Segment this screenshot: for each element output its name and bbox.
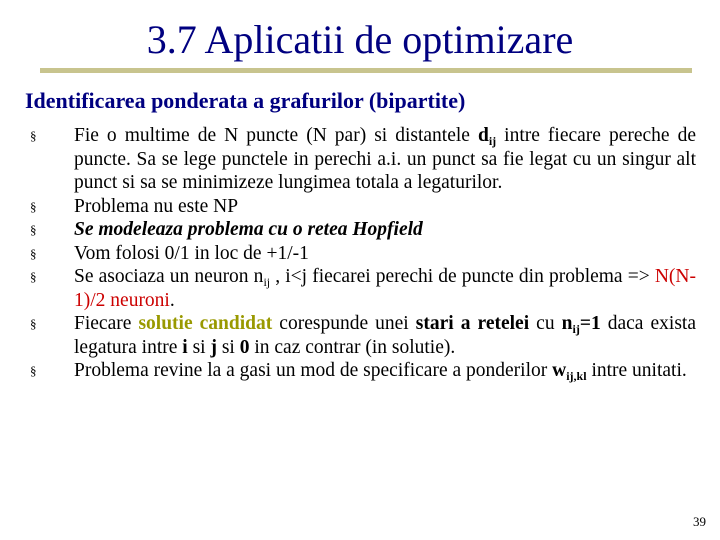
square-bullet-icon: § (30, 245, 37, 261)
title-underline (40, 68, 692, 73)
bullet-item: § Fiecare solutie candidat corespunde unei stari a retelei cu $n_{ij}=1$ daca exista legatura intre i si j si 0 in caz contrar (in solutie). (30, 313, 696, 358)
slide-subtitle: Identificarea ponderata a grafurilor (bipartite) (25, 88, 466, 113)
bullet-item: § Fie o multime de N puncte (N par) si distantele $d_{ij}$ intre fiecare pereche de puncte. Sa se lege punctele in perechi a.i. un punct sa fie legat cu un singur alt punct si sa se minimizeze lungimea totala a legaturilor. (30, 125, 697, 193)
bullet-list (28, 124, 696, 383)
bullet-item: § Se modeleaza problema cu o retea Hopfield (30, 219, 423, 240)
square-bullet-icon: § (30, 363, 37, 378)
square-bullet-icon: § (30, 128, 37, 143)
square-bullet-icon: § (30, 316, 37, 331)
square-bullet-icon: § (30, 198, 37, 214)
page-number: 39 (693, 514, 706, 529)
bullet-item: § Problema revine la a gasi un mod de specificare a ponderilor $w_{ij,kl}$ intre unitati. (30, 360, 687, 383)
square-bullet-icon: § (30, 222, 37, 237)
neuron-count-highlight: N(N-1)/2 neuroni (74, 266, 696, 311)
bullet-item: § Problema nu este NP (30, 195, 239, 217)
candidate-solution-highlight: solutie candidat (138, 313, 273, 334)
slide-title: 3.7 Aplicatii de optimizare (146, 17, 574, 62)
bullet-item: § Se asociaza un neuron $n_{ij}$ , i<j fiecarei perechi de puncte din problema => N(N-1)/2 neuroni. (30, 266, 696, 311)
square-bullet-icon: § (30, 269, 37, 284)
bullet-item: § Vom folosi 0/1 in loc de +1/-1 (30, 242, 309, 264)
